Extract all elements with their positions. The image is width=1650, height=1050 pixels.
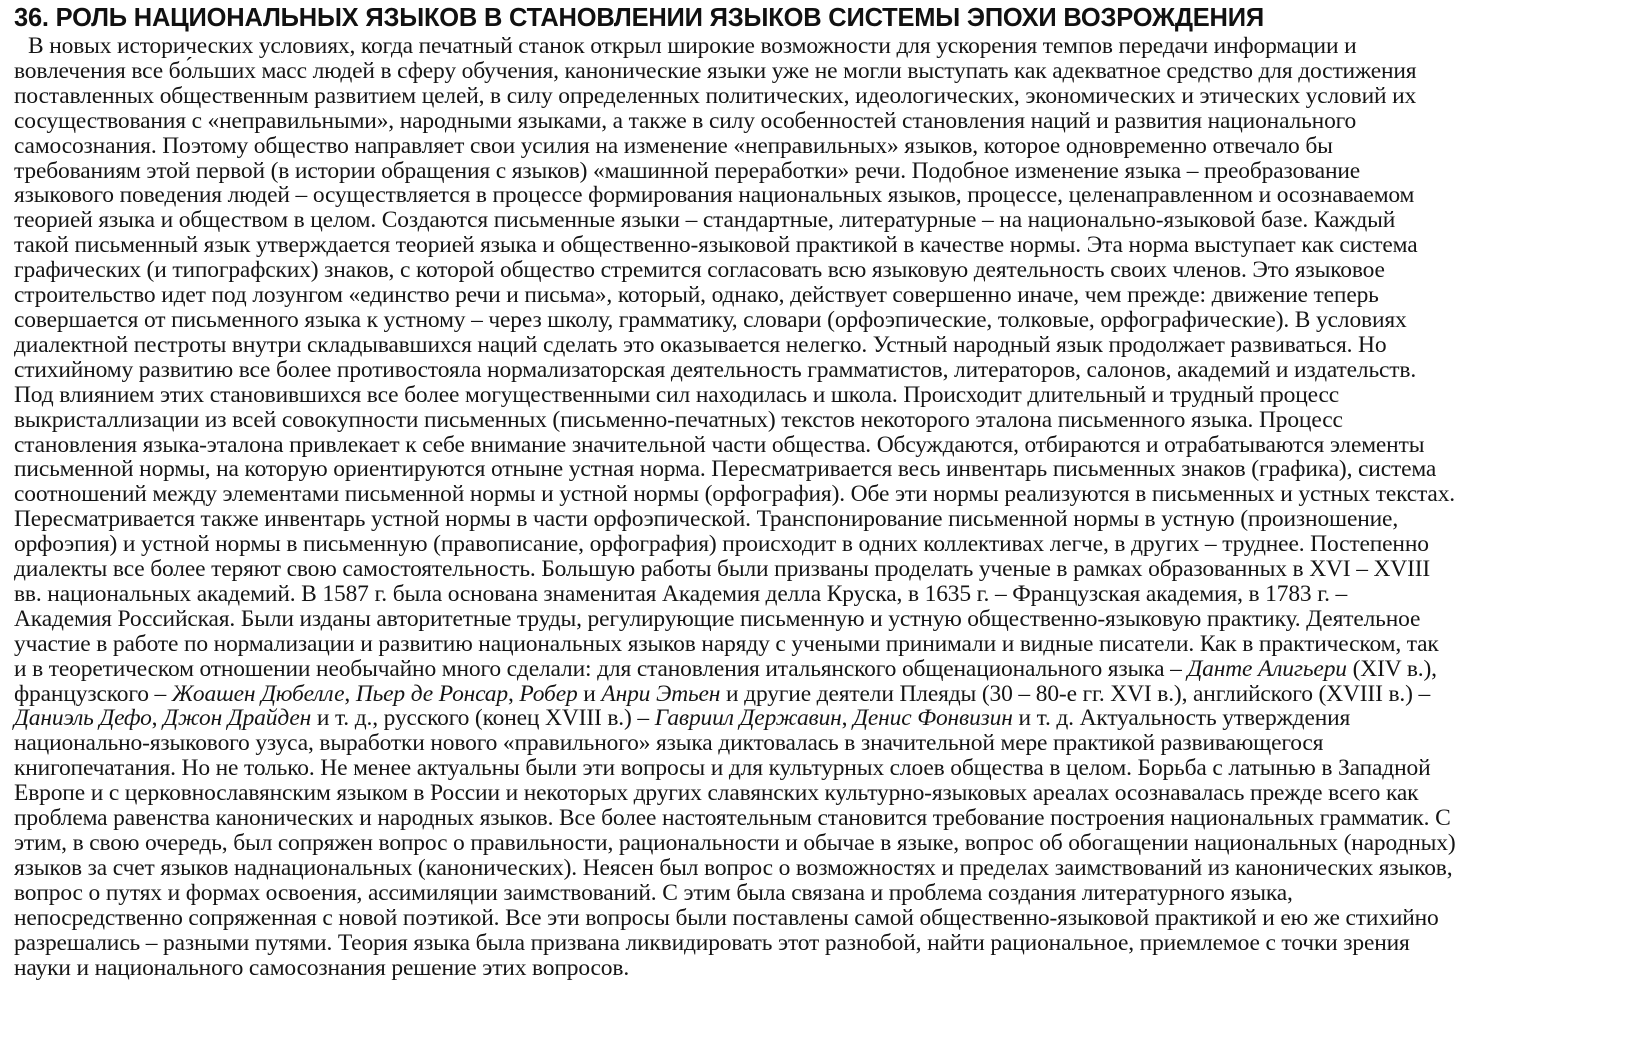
text-line: строительство идет под лозунгом «единство речи и письма», который, однако, действует совершенно иначе, чем прежде: движение теперь <box>14 282 1379 309</box>
text-line: книгопечатания. Но не только. Не менее актуальны были эти вопросы и для культурных слоев общества в целом. Борьба с латынью в Западной <box>14 755 1431 782</box>
text-line: этим, в свою очередь, был сопряжен вопрос о правильности, рациональности и обычае в языке, вопрос об обогащении национальных (народных) <box>14 830 1456 856</box>
text-segment: и другие деятели Плеяды (30 – 80-е гг. XVI в.), английского (XVIII в.) – <box>720 680 1431 707</box>
body-paragraph <box>14 34 1644 980</box>
text-line <box>14 706 1642 731</box>
text-line: требованиям этой первой (в истории обращения с языков) «машинной переработки» речи. Подобное изменение языка – преобразование <box>14 157 1361 184</box>
text-line: диалекты все более теряют свою самостоятельность. Большую работы были призваны проделать ученые в рамках образованных в XVI – XVIII <box>14 556 1431 583</box>
text-line: письменной нормы, на которую ориентируются отныне устная норма. Пересматривается весь инвентарь письменных знаков (графика), система <box>14 456 1437 483</box>
italic-name: Даниэль Дефо <box>14 705 152 732</box>
text-line: разрешались – разными путями. Теория языка была призвана ликвидировать этот разнобой, найти рациональное, приемлемое с точки зрения <box>14 929 1410 956</box>
text-line: совершается от письменного языка к устному – через школу, грамматику, словари (орфоэпические, толковые, орфографические). В условиях <box>14 306 1407 333</box>
page-title: 36. РОЛЬ НАЦИОНАЛЬНЫХ ЯЗЫКОВ В СТАНОВЛЕНИИ ЯЗЫКОВ СИСТЕМЫ ЭПОХИ ВОЗРОЖДЕНИЯ <box>14 4 1264 32</box>
text-line: национально-языкового узуса, выработки нового «правильного» языка диктовалась в значительной мере практикой развивающегося <box>14 730 1324 757</box>
italic-name: Денис Фонвизин <box>853 705 1013 732</box>
italic-name: Жоашен Дюбелле <box>171 680 345 707</box>
italic-name: Робер <box>519 680 578 707</box>
text-line: вовлечения все бо́льших масс людей в сферу обучения, канонические языки уже не могли выступать как адекватное средство для достижения <box>14 57 1417 84</box>
text-line: графических (и типографских) знаков, с которой общество стремится согласовать всю языковую деятельность своих членов. Это языковое <box>14 257 1385 284</box>
italic-name: Джон Драйден <box>163 705 312 732</box>
text-line: теорией языка и обществом в целом. Создаются письменные языки – стандартные, литературные – на национально-языковой базе. Каждый <box>14 207 1396 234</box>
text-line: языкового поведения людей – осуществляется в процессе формирования национальных языков, процессе, целенаправленном и осознаваемом <box>14 182 1415 209</box>
text-line: такой письменный язык утверждается теорией языка и общественно-языковой практикой в качестве нормы. Эта норма выступает как система <box>14 232 1418 259</box>
text-line: диалектной пестроты внутри складывавшихся наций сделать это оказывается нелегко. Устный народный язык продолжает развиваться. Но <box>14 331 1387 358</box>
text-line: вопрос о путях и формах освоения, ассимиляции заимствований. С этим была связана и проблема создания литературного языка, <box>14 879 1293 906</box>
text-line: участие в работе по нормализации и развитию национальных языков наряду с учеными принимали и видные писатели. Как в практическом, так <box>14 630 1439 657</box>
text-line: Под влиянием этих становившихся все более могущественными сил находилась и школа. Происходит длительный и трудный процесс <box>14 381 1340 408</box>
text-line: самосознания. Поэтому общество направляет свои усилия на изменение «неправильных» языков, которое одновременно отвечало бы <box>14 132 1333 159</box>
text-segment: и т. д. Актуальность утверждения <box>1012 705 1351 732</box>
text-line: проблема равенства канонических и народных языков. Все более настоятельным становится требование построения национальных грамматик. С <box>14 805 1451 832</box>
text-line: сосуществования с «неправильными», народными языками, а также в силу особенностей становления наций и развития национального <box>14 107 1357 134</box>
italic-name: Анри Этьен <box>601 680 721 707</box>
text-line: стихийному развитию все более противостояла нормализаторская деятельность грамматистов, литераторов, салонов, академий и издательств. <box>14 356 1417 383</box>
text-line: Европе и с церковнославянским языком в России и некоторых других славянских культурно-языковых ареалах осознавалась прежде всего как <box>14 780 1419 807</box>
text-segment: (XIV в.), <box>1346 655 1437 682</box>
document-page <box>14 2 1644 980</box>
text-segment: , <box>841 705 854 732</box>
text-segment: , <box>151 705 164 732</box>
text-line: соотношений между элементами письменной нормы и устной нормы (орфография). Обе эти нормы реализуются в письменных и устных текстах. <box>14 481 1456 508</box>
text-segment: французского – <box>14 680 172 707</box>
text-line: поставленных общественным развитием целей, в силу определенных политических, идеологических, экономических и этических условий их <box>14 82 1417 109</box>
italic-name: Данте Алигьери <box>1187 655 1347 682</box>
text-line: Пересматривается также инвентарь устной нормы в части орфоэпической. Транспонирование письменной нормы в устную (произношение, <box>14 506 1399 533</box>
text-segment: и т. д., русского (конец XVIII в.) – <box>311 705 655 732</box>
text-line: непосредственно сопряженная с новой поэтикой. Все эти вопросы были поставлены самой общественно-языковой практикой и ею же стихийно <box>14 904 1439 931</box>
italic-name: Пьер де Ронсар <box>355 680 508 707</box>
text-segment: , <box>344 680 356 707</box>
text-line <box>14 657 1642 682</box>
text-line: Академия Российская. Были изданы авторитетные труды, регулирующие письменную и устную общественно-языковую практику. Деятельное <box>14 605 1421 632</box>
text-line: орфоэпия) и устной нормы в письменную (правописание, орфография) происходит в одних коллективах легче, в других – труднее. Постепенно <box>14 531 1429 558</box>
text-line: науки и национального самосознания решение этих вопросов. <box>14 954 630 981</box>
text-segment: , <box>507 680 520 707</box>
text-line <box>14 682 1642 707</box>
text-line: становления языка-эталона привлекает к себе внимание значительной части общества. Обсуждаются, отбираются и отрабатываются элементы <box>14 431 1425 458</box>
text-line: языков за счет языков наднациональных (канонических). Неясен был вопрос о возможностях и пределах заимствований из канонических языков, <box>14 854 1453 881</box>
text-segment: и в теоретическом отношении необычайно много сделали: для становления итальянского общенационального языка – <box>14 655 1188 682</box>
text-line: вв. национальных академий. В 1587 г. была основана знаменитая Академия делла Круска, в 1635 г. – Французская академия, в 1783 г. – <box>14 580 1348 607</box>
text-line: выкристаллизации из всей совокупности письменных (письменно-печатных) текстов некоторого эталона письменного языка. Процесс <box>14 406 1343 433</box>
italic-name: Гавриил Державин <box>654 705 842 732</box>
text-line: В новых исторических условиях, когда печатный станок открыл широкие возможности для ускорения темпов передачи информации и <box>27 33 1357 59</box>
text-segment: и <box>577 680 602 707</box>
